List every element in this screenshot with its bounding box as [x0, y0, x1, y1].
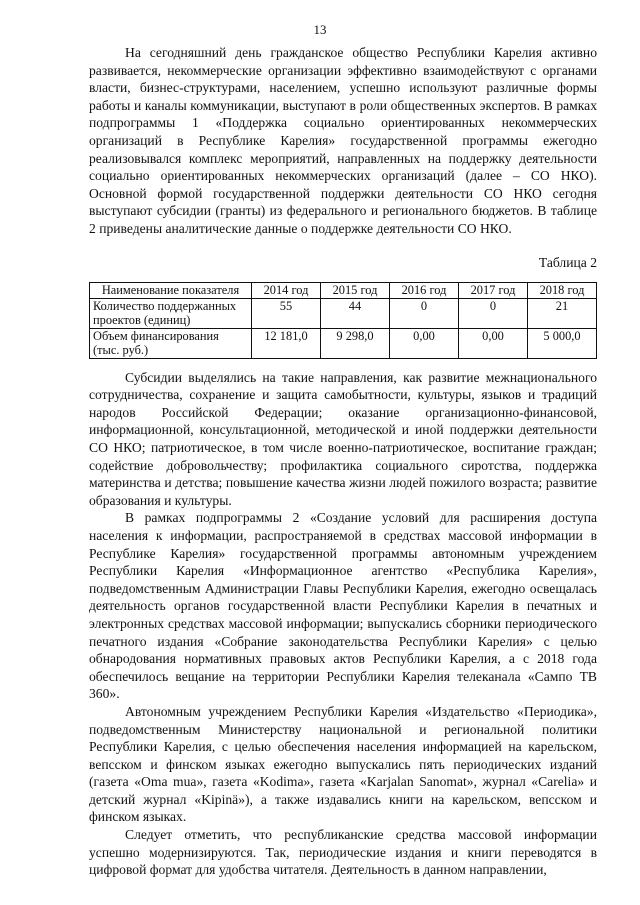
table-cell: 12 181,0	[252, 328, 321, 358]
paragraph-modernization: Следует отметить, что республиканские средства массовой информации успешно модернизируются. Так, периодические издания и книги переводятся в цифровой формат для удобства читателя. Деятельность в данном направлении,	[89, 827, 597, 878]
table-cell: Объем финансирования (тыс. руб.)	[90, 328, 252, 358]
table-cell: 0,00	[390, 328, 459, 358]
table-cell: 9 298,0	[321, 328, 390, 358]
table-cell: 0	[390, 298, 459, 328]
table-header-cell: 2015 год	[321, 283, 390, 299]
table-cell: 5 000,0	[528, 328, 597, 358]
table-header-cell: Наименование показателя	[90, 283, 252, 299]
table-cell: Количество поддержанных проектов (единиц)	[90, 298, 252, 328]
paragraph-periodika: Автономным учреждением Республики Карелия «Издательство «Периодика», подведомственным Министерству национальной и региональной политики Республики Карелия, с целью обеспечения населения информацией на карельском, вепсском и финском языках ежегодно выпускались пять периодических изданий (газета «Oma mua», газета «Kodima», газета «Karjalan Sanomat», журнал «Carelia» и детский журнал «Kipinä»), а также издавались книги на карельском, вепсском и финском языках.	[89, 703, 597, 825]
table-caption: Таблица 2	[538, 254, 597, 270]
paragraph-subsidies: Субсидии выделялись на такие направления, как развитие межнационального сотрудничества, сохранение и защита самобытности, культуры, языков и традиций народов Российской Федерации; оказание организационно-финансовой, информационной, консультационной, методической и иной поддержки деятельности СО НКО; патриотическое, в том числе военно-патриотическое, воспитание граждан; содействие добровольчеству; профилактика социального сиротства, поддержка материнства и детства; повышение качества жизни людей пожилого возраста; развитие образования и культуры.	[89, 369, 597, 508]
table-cell: 44	[321, 298, 390, 328]
table-header-cell: 2016 год	[390, 283, 459, 299]
table-row	[90, 328, 597, 358]
table-header-cell: 2014 год	[252, 283, 321, 299]
ngo-support-table	[89, 282, 597, 359]
paragraph-intro: На сегодняшний день гражданское общество Республики Карелия активно развивается, некоммерческие организации эффективно взаимодействуют с органами власти, бизнес-структурами, населением, успешно используют различные формы работы и каналы коммуникации, выступают в роли общественных экспертов. В рамках подпрограммы 1 «Поддержка социально ориентированных некоммерческих организаций в Республике Карелия» государственной программы ежегодно реализовывался комплекс мероприятий, направленных на поддержку деятельности социально ориентированных некоммерческих организаций (далее – СО НКО). Основной формой государственной поддержки деятельности СО НКО сегодня выступают субсидии (гранты) из федерального и регионального бюджетов. В таблице 2 приведены аналитические данные о поддержке деятельности СО НКО.	[89, 45, 597, 236]
table-cell: 21	[528, 298, 597, 328]
table-header-cell: 2017 год	[459, 283, 528, 299]
paragraph-subprogram-2: В рамках подпрограммы 2 «Создание условий для расширения доступа населения к информации, распространяемой в средствах массовой информации в Республике Карелия» государственной программы автономным учреждением Республики Карелия «Информационное агентство «Республика Карелия», подведомственным Администрации Главы Республики Карелия, ежегодно освещалась деятельность органов государственной власти Республики Карелия в печатных и электронных средствах массовой информации; выпускались сборники периодического печатного издания «Собрание законодательства Республики Карелия» с целью обнародования нормативных правовых актов Республики Карелия, а с 2018 года обеспечилось вещание на территории Республики Карелия телеканала «Сампо ТВ 360».	[89, 510, 597, 702]
table-header-row	[90, 283, 597, 299]
page-number: 13	[313, 22, 327, 37]
document-body	[89, 44, 597, 879]
table-cell: 0	[459, 298, 528, 328]
table-header-cell: 2018 год	[528, 283, 597, 299]
table-cell: 0,00	[459, 328, 528, 358]
table-row	[90, 298, 597, 328]
table-cell: 55	[252, 298, 321, 328]
